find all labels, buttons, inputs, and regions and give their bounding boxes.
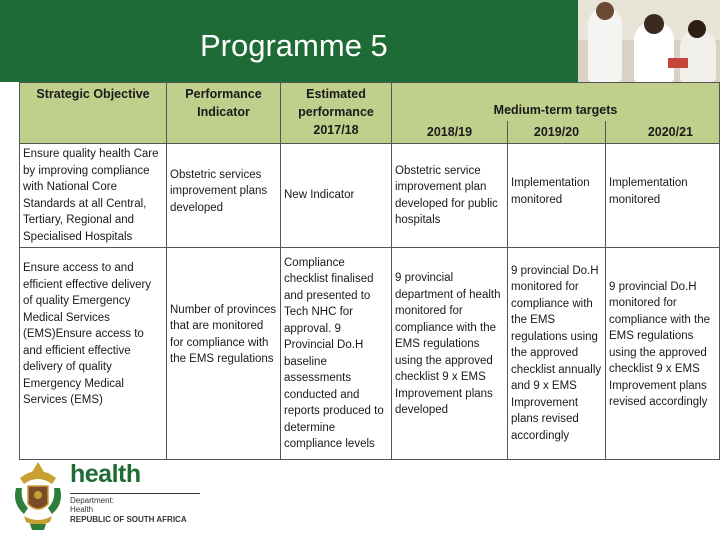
row1-estimated: New Indicator xyxy=(281,144,392,248)
targets-table xyxy=(19,82,720,460)
logo-divider xyxy=(70,493,200,494)
row2-target-1: 9 provincial department of health monitored for compliance with the EMS regulations using the approved checklist 9 x EMS Improvement plans developed xyxy=(392,248,508,460)
header-performance-indicator: Performance Indicator xyxy=(167,83,281,144)
logo-country: REPUBLIC OF SOUTH AFRICA xyxy=(70,515,187,524)
row2-target-3: 9 provincial Do.H monitored for compliance with the EMS regulations using the approved checklist 9 x EMS Improvement plans revised accordingly xyxy=(606,248,720,460)
health-department-logo xyxy=(10,458,200,532)
header-strategic-objective: Strategic Objective xyxy=(20,83,167,144)
header-year-2019: 2019/20 xyxy=(508,121,606,144)
row2-indicator: Number of provinces that are monitored for compliance with the EMS regulations xyxy=(167,248,281,460)
row2-target-2: 9 provincial Do.H monitored for compliance with the EMS regulations using the approved checklist annually and 9 x EMS Improvement plans revised accordingly xyxy=(508,248,606,460)
row1-target-2: Implementation monitored xyxy=(508,144,606,248)
row1-target-3: Implementation monitored xyxy=(606,144,720,248)
table-row xyxy=(20,248,720,460)
header-medium-term: Medium-term targets xyxy=(392,83,720,122)
header-estimated-performance: Estimated performance 2017/18 xyxy=(281,83,392,144)
logo-department: Department: Health xyxy=(70,496,115,514)
header-year-2020: 2020/21 xyxy=(606,121,720,144)
coat-of-arms-icon xyxy=(10,458,66,532)
table-row xyxy=(20,144,720,248)
logo-health-wordmark: health xyxy=(70,460,141,488)
row1-target-1: Obstetric service improvement plan developed for public hospitals xyxy=(392,144,508,248)
row2-objective: Ensure access to and efficient effective delivery of quality Emergency Medical Services (EMS)Ensure access to and efficient effective delivery of quality Emergency Medical Services (EMS) xyxy=(20,248,167,460)
row2-estimated: Compliance checklist finalised and presented to Tech NHC for approval. 9 Provincial Do.H baseline assessments conducted and reports produced to determine compliance levels xyxy=(281,248,392,460)
header-photo xyxy=(578,0,720,82)
slide-title: Programme 5 xyxy=(200,28,388,63)
row1-objective: Ensure quality health Care by improving compliance with National Core Standards at all Central, Tertiary, Regional and Specialised Hospitals xyxy=(20,144,167,248)
header-year-2018: 2018/19 xyxy=(392,121,508,144)
row1-indicator: Obstetric services improvement plans developed xyxy=(167,144,281,248)
